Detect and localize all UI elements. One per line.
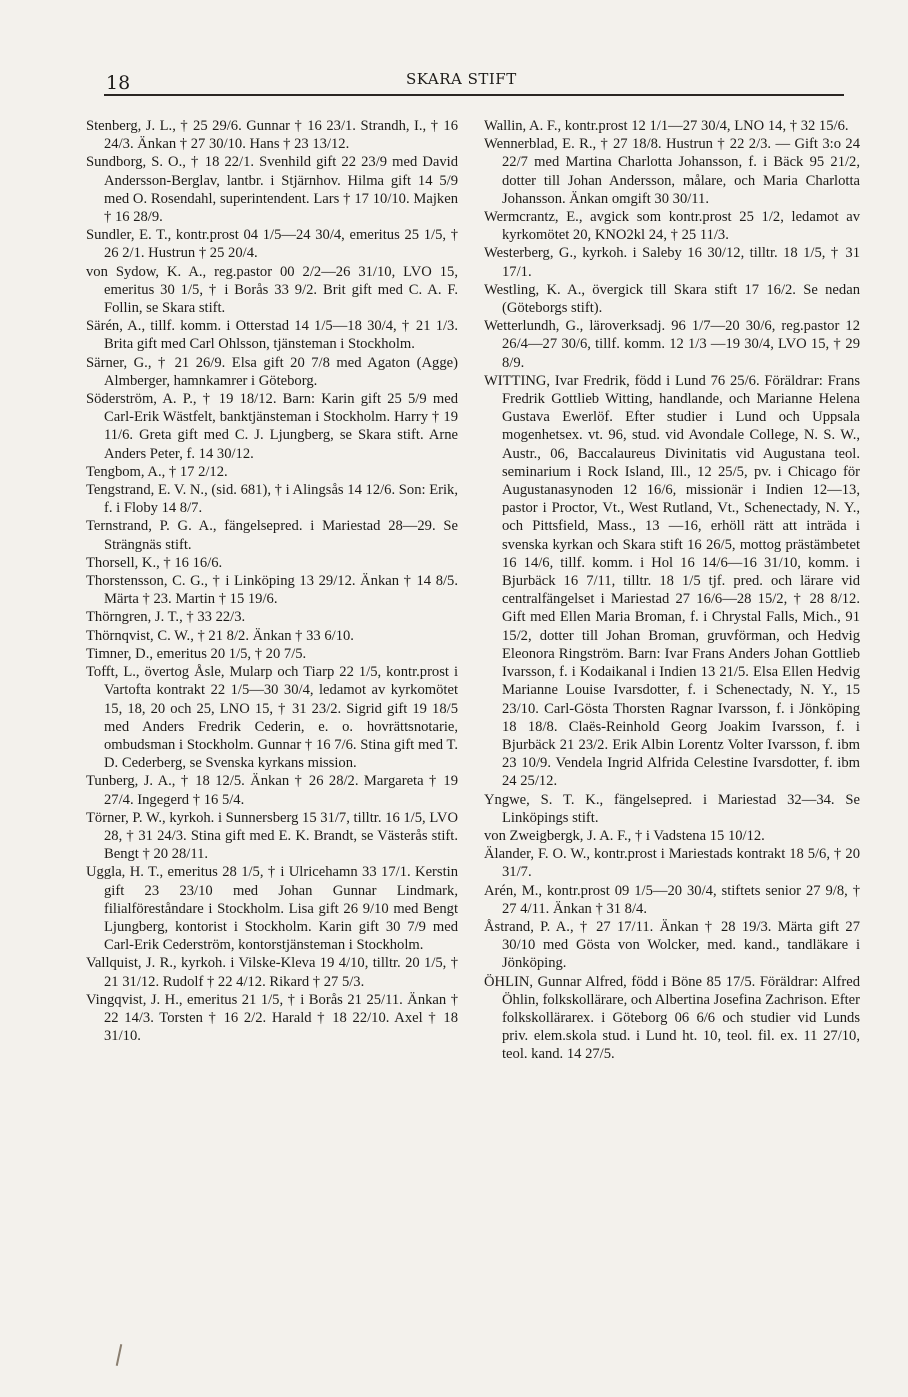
entry-wetterlundh: Wetterlundh, G., läroverksadj. 96 1/7—20 30/6, reg.pastor 12 26/4—27 30/6, tillf. komm. 12 1/3 —19 30/4, LVO 15, † 29 8/9. [484,318,860,371]
entry-witting: WITTING, Ivar Fredrik, född i Lund 76 25/6. Föräldrar: Frans Fredrik Gottlieb Witting, handlande, och Marianne Helena Gustava Ewerlöf. Efter studier i Lund och Uppsala mogenhetsex. vt. 96, stud. vid Avondale College, N. S. W., Austr., 06, Baccalaureus Divinitatis vid Augustana teol. seminarium i Rock Island, Ill., 12 25/5, pv. i Chicago för Augustanasynoden 12 16/6, missionär i Indien 12—13, pastor i Proctor, Vt., West Rutland, Vt., Schenectady, N. Y., och Pittsfield, Mass., 13 —16, erhöll rätt att inträda i svenska kyrkan och Skara stift 16 26/5, mottog prästämbetet 16 14/6, tillf. komm. i Hol 16 14/6—16 31/10, komm. i Bjurbäck 16 7/11, tilltr. 18 1/5 tjf. pred. och lärare vid centralfängelset i Mariestad 27 16/6—28 15/2, † 28 8/12. Gift med Ellen Maria Broman, f. i Chrystal Falls, Mich., 91 15/2, dotter till Johan Broman, gruvförman, och Hedvig Eleonora Ringström. Barn: Ivar Frans Anders Johan Gottlieb Ivarsson, f. i Kodaikanal i Indien 13 21/5. Elsa Ellen Hedvig Marianne Louise Ivarsdotter, f. i Schenectady, N. Y., 15 23/10. Carl-Gösta Thorsten Ragnar Ivarsson, f. i Jönköping 18 18/8. Claës-Reinhold Georg Joakim Ivarsson, f. i Bjurbäck 21 23/2. Erik Albin Lorentz Volter Ivarsson, f. ibm 23 10/9. Vendela Ingrid Alfrida Celestine Ivarsdotter, f. ibm 24 25/12. [484,372,860,790]
page-number: 18 [106,72,131,94]
entry-aren: Arén, M., kontr.prost 09 1/5—20 30/4, stiftets senior 27 9/8, † 27 4/11. Änkan † 31 8/4. [484,882,860,917]
page-header [104,64,844,96]
entry-stenberg: Stenberg, J. L., † 25 29/6. Gunnar † 16 23/1. Strandh, I., † 16 24/3. Änkan † 27 30/10. Hans † 23 13/12. [86,118,458,153]
entry-vingqvist: Vingqvist, J. H., emeritus 21 1/5, † i Borås 21 25/11. Änkan † 22 14/3. Torsten † 16 2/2. Harald † 18 22/10. Axel † 18 31/10. [86,991,458,1045]
entry-thorngren: Thörngren, J. T., † 33 22/3. [86,609,246,626]
entry-thorstensson: Thorstensson, C. G., † i Linköping 13 29/12. Änkan † 14 8/5. Märta † 23. Martin † 15 19/6. [86,573,458,608]
entry-timner: Timner, D., emeritus 20 1/5, † 20 7/5. [86,645,307,662]
entry-westerberg: Westerberg, G., kyrkoh. i Saleby 16 30/12, tilltr. 18 1/5, † 31 17/1. [484,245,860,280]
entry-sundborg: Sundborg, S. O., † 18 22/1. Svenhild gift 22 23/9 med David Andersson-Berglav, lantbr. i Stjärnhov. Hilma gift 14 5/9 med O. Rosendahl, superintendent. Lars † 17 10/10. Majken † 16 28/9. [86,154,458,226]
entry-von-zweigbergk: von Zweigbergk, J. A. F., † i Vadstena 15 10/12. [484,827,765,844]
entry-tofft: Tofft, L., övertog Åsle, Mularp och Tiarp 22 1/5, kontr.prost i Vartofta kontrakt 22 1/5—30 30/4, ledamot av kyrkomötet 15, 18, 20 och 25, LNO 15, † 31 23/2. Sigrid gift 19 18/5 med Anders Fredrik Cederin, e. o. hovrättsnotarie, ombudsman i Stockholm. Gunnar † 16 7/6. Stina gift med T. D. Cederberg, se Svenska kyrkans mission. [86,664,458,772]
running-title: SKARA STIFT [406,70,517,88]
entry-wallin: Wallin, A. F., kontr.prost 12 1/1—27 30/4, LNO 14, † 32 15/6. [484,118,849,134]
pencil-mark [116,1344,123,1366]
entry-astrand: Åstrand, P. A., † 27 17/11. Änkan † 28 19/3. Märta gift 27 30/10 med Gösta von Wolcker, med. kand., tandläkare i Jönköping. [484,918,860,972]
entry-soderstrom: Söderström, A. P., † 19 18/12. Barn: Karin gift 25 5/9 med Carl-Erik Wästfelt, banktjänsteman i Stockholm. Harry † 19 11/6. Greta gift med C. J. Ljungberg, se Skara stift. Arne Anders Peter, f. 14 30/12. [86,391,458,462]
entry-sundler: Sundler, E. T., kontr.prost 04 1/5—24 30/4, emeritus 25 1/5, † 26 2/1. Hustrun † 25 20/4. [86,227,458,262]
entry-thorsell: Thorsell, K., † 16 16/6. [86,554,223,571]
entry-alander: Älander, F. O. W., kontr.prost i Mariestads kontrakt 18 5/6, † 20 31/7. [484,846,860,881]
entry-wermcrantz: Wermcrantz, E., avgick som kontr.prost 25 1/2, ledamot av kyrkomötet 20, KNO2kl 24, † 25 11/3. [484,209,860,244]
entry-tengstrand: Tengstrand, E. V. N., (sid. 681), † i Alingsås 14 12/6. Son: Erik, f. i Floby 14 8/7. [86,482,458,517]
entry-yngwe: Yngwe, S. T. K., fängelsepred. i Mariestad 32—34. Se Linköpings stift. [484,791,860,826]
entry-von-sydow: von Sydow, K. A., reg.pastor 00 2/2—26 31/10, LVO 15, emeritus 30 1/5, † i Borås 33 9/2. Brit gift med C. A. F. Follin, se Skara stift. [86,263,458,317]
left-column [86,117,458,1045]
entry-saren: Särén, A., tillf. komm. i Otterstad 14 1/5—18 30/4, † 21 1/3. Brita gift med Carl Ohlsson, tjänsteman i Stockholm. [86,318,458,353]
entry-ohlin: ÖHLIN, Gunnar Alfred, född i Böne 85 17/5. Föräldrar: Alfred Öhlin, folkskollärare, och Albertina Josefina Zachrison. Efter folkskollärarex. i Göteborg 06 6/6 och studier vid Lunds priv. elem.skola stud. i Lund ht. 10, teol. fil. ex. 11 27/10, teol. kand. 14 27/5. [484,973,860,1063]
entry-vallquist: Vallquist, J. R., kyrkoh. i Vilske-Kleva 19 4/10, tilltr. 20 1/5, † 21 31/12. Rudolf † 22 4/12. Rikard † 27 5/3. [86,955,458,990]
entry-westling: Westling, K. A., övergick till Skara stift 17 16/2. Se nedan (Göteborgs stift). [484,281,860,317]
entry-tunberg: Tunberg, J. A., † 18 12/5. Änkan † 26 28/2. Margareta † 19 27/4. Ingegerd † 16 5/4. [86,773,458,808]
right-column [484,117,860,1064]
entry-torner: Törner, P. W., kyrkoh. i Sunnersberg 15 31/7, tilltr. 16 1/5, LVO 28, † 31 24/3. Stina gift med E. K. Brandt, se Västerås stift. Bengt † 20 28/11. [86,809,458,863]
entry-wennerblad: Wennerblad, E. R., † 27 18/8. Hustrun † 22 2/3. — Gift 3:o 24 22/7 med Martina Charlotta Johansson, f. i Bäck 95 21/2, dotter till Johan Andersson, målare, och Maria Charlotta Johansson. Änkan omgift 30 30/11. [484,136,860,207]
entry-sarner: Särner, G., † 21 26/9. Elsa gift 20 7/8 med Agaton (Agge) Almberger, hamnkamrer i Göteborg. [86,354,458,389]
entry-thornqvist: Thörnqvist, C. W., † 21 8/2. Änkan † 33 6/10. [86,627,354,644]
entry-ternstrand: Ternstrand, P. G. A., fängelsepred. i Mariestad 28—29. Se Strängnäs stift. [86,518,458,553]
entry-tengbom: Tengbom, A., † 17 2/12. [86,463,228,480]
entry-uggla: Uggla, H. T., emeritus 28 1/5, † i Ulricehamn 33 17/1. Kerstin gift 23 23/10 med Johan Gunnar Lindmark, filialföreståndare i Stockholm. Lisa gift 26 9/10 med Bengt Ljungberg, kontorist i Stockholm. Karin gift 30 7/9 med Carl-Erik Cederström, kontorstjänsteman i Stockholm. [86,864,458,954]
